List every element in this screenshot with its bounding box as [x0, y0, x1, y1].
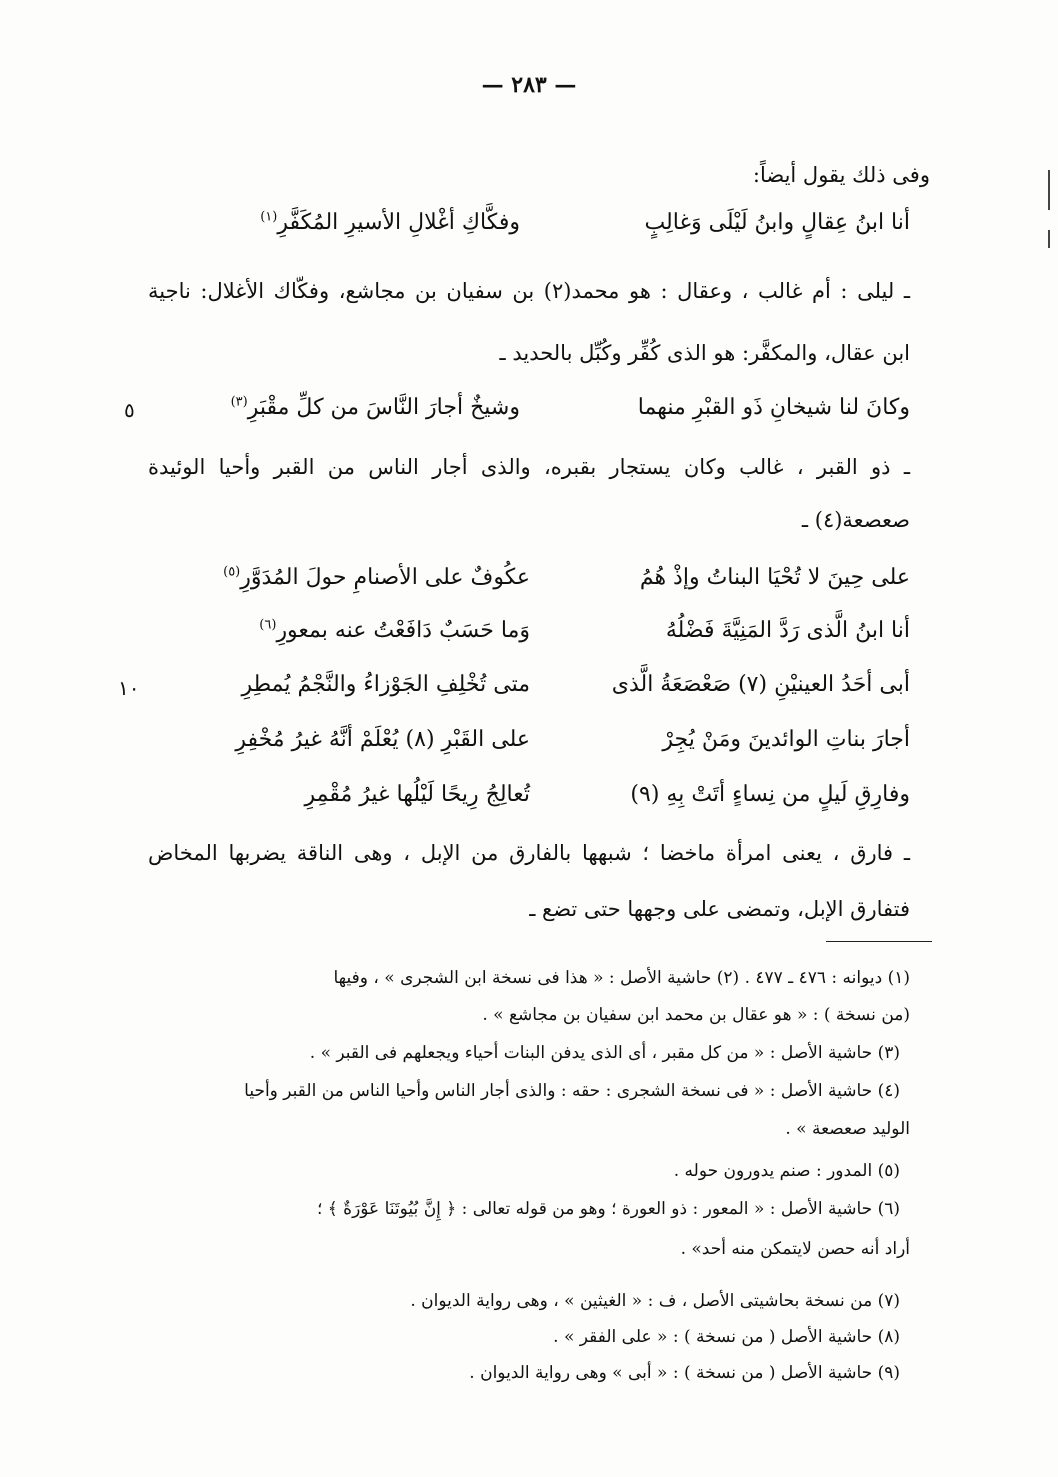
- prose-1-line-2: ابن عقال، والمكفَّر: هو الذى كُفِّر وكُبِّل بالحديد ـ: [499, 341, 910, 365]
- poem-verse-second: على القَبْرِ (٨) يُعْلَمْ أنَّهُ غيرُ مُخْفِرِ: [235, 727, 530, 752]
- intro-line: وفى ذلك يقول أيضاً:: [752, 163, 930, 187]
- footnote-3: (٣) حاشية الأصل : « من كل مقبر ، أى الذى يدفن البنات أحياء ويجعلهم فى القبر » .: [309, 1043, 900, 1063]
- poem-verse: [150, 565, 910, 601]
- margin-line-number-10: ١٠: [118, 676, 140, 700]
- poem-verse-first: وفارِقِ لَيلٍ من نِساءٍ أتَتْ بِهِ (٩): [630, 782, 910, 807]
- verse-1: [150, 210, 910, 246]
- verse-1-second-hemistich: وفكَّاكِ أغْلالِ الأسيرِ المُكَفَّرِ$^{(١)}$: [260, 209, 520, 235]
- footnote-7: (٧) من نسخة بحاشيتى الأصل ، ف : « الغيثين » ، وهى رواية الديوان .: [410, 1291, 900, 1311]
- footnote-4-cont: الوليد صعصعة » .: [785, 1119, 910, 1139]
- verse-1-first-hemistich: أنا ابنُ عِقالٍ وابنُ لَيْلَى وَغالِبٍ: [644, 210, 910, 235]
- verse-2-first-hemistich: وكانَ لنا شيخانِ ذَو القبْرِ منهما: [637, 395, 910, 420]
- prose-3-line-2: فتفارق الإبل، وتمضى على وجهها حتى تضع ـ: [529, 897, 910, 921]
- footnote-8: (٨) حاشية الأصل ( من نسخة ) : « على الفقر » .: [553, 1327, 900, 1347]
- poem-verse-first: أنا ابنُ الَّذى رَدَّ المَنِيَّةَ فَضْلُهُ: [665, 618, 910, 643]
- footnote-1-2: (١) ديوانه : ٤٧٦ ـ ٤٧٧ . (٢) حاشية الأصل : « هذا فى نسخة ابن الشجرى » ، وفيها: [333, 968, 910, 988]
- footnote-5: (٥) المدور : صنم يدورون حوله .: [673, 1161, 900, 1181]
- poem-verse-second: عكُوفٌ على الأصنامِ حولَ المُدَوَّرِ$^{(٥)}$: [223, 564, 530, 590]
- poem-verse: [150, 727, 910, 763]
- footnote-separator: [826, 941, 932, 942]
- footnote-6: (٦) حاشية الأصل : « المعور : ذو العورة ؛ وهو من قوله تعالى : ﴿ إِنَّ بُيُوتَنَا عَوْرَةٌ ﴾ ؛: [316, 1199, 900, 1219]
- prose-2-line-2: صعصعة(٤) ـ: [801, 508, 910, 532]
- poem-verse-second: تُعالِجُ رِيحًا لَيْلُها غيرُ مُقْمِرِ: [304, 782, 530, 807]
- poem-verse-first: على حِينَ لا تُحْيَا البناتُ وإذْ هُمُ: [639, 565, 910, 590]
- poem-verse-second: وَما حَسَبٌ دَافَعْتُ عنه بمعورِ$^{(٦)}$: [259, 617, 530, 643]
- margin-line-number-5: ٥: [124, 398, 135, 422]
- poem-verse: [150, 618, 910, 654]
- footnote-6-cont: أراد أنه حصن لايتمكن منه أحد» .: [680, 1239, 910, 1259]
- verse-2: [150, 395, 910, 431]
- verse-2-second-hemistich: وشيخٌ أجارَ النَّاسَ من كلِّ مقْبَرِ$^{(٣)}$: [230, 394, 520, 420]
- footnote-4: (٤) حاشية الأصل : « فى نسخة الشجرى : حقه : والذى أجار الناس وأحيا الناس من القبر وأحيا: [244, 1081, 900, 1101]
- prose-3-line-1: ـ فارق ، يعنى امرأة ماخضا ؛ شبهها بالفارق من الإبل ، وهى الناقة يضربها المخاض: [148, 841, 910, 865]
- footnote-2-cont: (من نسخة ) : « هو عقال بن محمد ابن سفيان بن مجاشع » .: [482, 1005, 910, 1025]
- poem-verse: [150, 672, 910, 708]
- poem-verse-second: متى تُخْلِفِ الجَوْزاءُ والنَّجْمُ يُمطِرِ: [241, 672, 530, 697]
- page-number: — ٢٨٣ —: [481, 72, 577, 98]
- poem-verse-first: أبى أحَدُ العينيْنِ (٧) صَعْصَعَةُ الَّذى: [611, 672, 910, 697]
- poem-verse: [150, 782, 910, 818]
- poem-verse-first: أجارَ بناتِ الوائدينَ ومَنْ يُجِرْ: [662, 727, 910, 752]
- prose-2-line-1: ـ ذو القبر ، غالب وكان يستجار بقبره، والذى أجار الناس من القبر وأحيا الوئيدة: [148, 455, 910, 479]
- footnote-9: (٩) حاشية الأصل ( من نسخة ) : « أبى » وهى رواية الديوان .: [469, 1363, 900, 1383]
- scan-edge-mark: [1048, 230, 1050, 248]
- prose-1-line-1: ـ ليلى : أم غالب ، وعقال : هو محمد(٢) بن سفيان بن مجاشع، وفكّاك الأغلال: ناجية: [148, 279, 910, 303]
- scan-edge-mark: [1048, 170, 1050, 210]
